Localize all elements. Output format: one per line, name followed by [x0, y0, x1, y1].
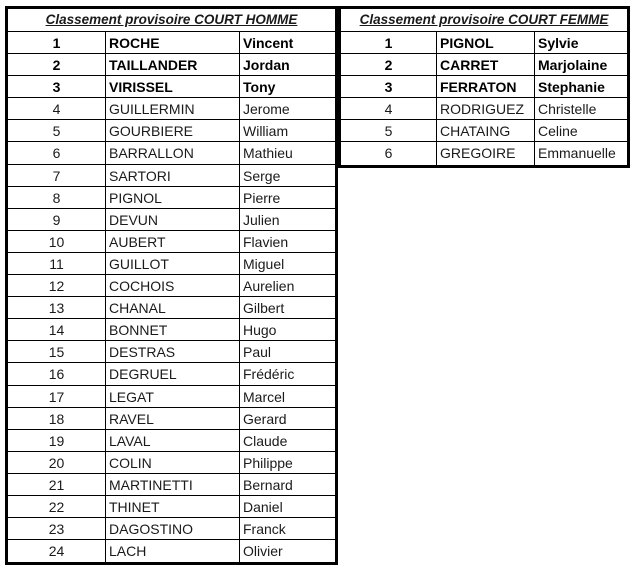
table-row	[341, 98, 627, 120]
rank-cell: 13	[48, 300, 65, 317]
first-name-cell: Serge	[239, 165, 335, 186]
last-name-cell: PIGNOL	[105, 187, 239, 208]
last-name-cell: GOURBIERE	[105, 120, 239, 141]
rank-cell: 23	[48, 521, 65, 538]
first-name-cell: Stephanie	[534, 76, 627, 97]
first-name-cell: Tony	[239, 76, 335, 97]
rank-cell: 21	[48, 476, 65, 493]
last-name-cell: THINET	[105, 496, 239, 517]
last-name-cell: GUILLERMIN	[105, 98, 239, 119]
rank-cell: 11	[49, 255, 64, 272]
rank-cell: 17	[48, 388, 65, 405]
first-name-cell: Marcel	[239, 386, 335, 407]
first-name-cell: Sylvie	[534, 32, 627, 53]
last-name-cell: RODRIGUEZ	[436, 98, 534, 119]
table-row	[8, 386, 335, 408]
last-name-cell: LEGAT	[105, 386, 239, 407]
women-ranking-table	[338, 6, 630, 168]
rank-cell: 16	[48, 366, 65, 383]
table-row	[8, 32, 335, 54]
table-row	[8, 120, 335, 142]
rank-cell: 4	[384, 101, 393, 118]
rank-cell: 10	[48, 233, 65, 250]
last-name-cell: DEVUN	[105, 209, 239, 230]
first-name-cell: Gilbert	[239, 297, 335, 318]
first-name-cell: Celine	[534, 120, 627, 141]
men-ranking-table	[5, 6, 338, 565]
last-name-cell: TAILLANDER	[105, 54, 239, 75]
table-row	[8, 408, 335, 430]
rank-cell: 19	[48, 432, 65, 449]
first-name-cell: Daniel	[239, 496, 335, 517]
table-row	[8, 496, 335, 518]
last-name-cell: DESTRAS	[105, 341, 239, 362]
rank-cell: 2	[384, 57, 393, 74]
rank-cell: 4	[52, 101, 61, 118]
rank-cell: 9	[52, 211, 61, 228]
table-row	[8, 253, 335, 275]
last-name-cell: GUILLOT	[105, 253, 239, 274]
last-name-cell: CARRET	[436, 54, 534, 75]
first-name-cell: Mathieu	[239, 142, 335, 163]
table-row	[8, 319, 335, 341]
table-row	[8, 54, 335, 76]
first-name-cell: Flavien	[239, 231, 335, 252]
table-row	[341, 76, 627, 98]
last-name-cell: GREGOIRE	[436, 142, 534, 164]
first-name-cell: Julien	[239, 209, 335, 230]
rank-cell: 1	[52, 35, 61, 51]
last-name-cell: RAVEL	[105, 408, 239, 429]
first-name-cell: Jordan	[239, 54, 335, 75]
table-row	[8, 165, 335, 187]
first-name-cell: Aurelien	[239, 275, 335, 296]
rank-cell: 22	[48, 498, 65, 515]
first-name-cell: Paul	[239, 341, 335, 362]
table-row	[8, 363, 335, 385]
rank-cell: 2	[52, 57, 61, 74]
table-row	[8, 540, 335, 562]
rank-cell: 8	[52, 189, 61, 206]
first-name-cell: Pierre	[239, 187, 335, 208]
table-row	[8, 452, 335, 474]
last-name-cell: DAGOSTINO	[105, 518, 239, 539]
table-row	[8, 518, 335, 540]
first-name-cell: Hugo	[239, 319, 335, 340]
last-name-cell: MARTINETTI	[105, 474, 239, 495]
rank-cell: 7	[52, 167, 61, 184]
table-row	[8, 98, 335, 120]
women-rows	[341, 32, 627, 165]
first-name-cell: Marjolaine	[534, 54, 627, 75]
table-row	[8, 341, 335, 363]
table-row	[8, 142, 335, 164]
last-name-cell: CHANAL	[105, 297, 239, 318]
rank-cell: 24	[48, 543, 65, 560]
first-name-cell: Emmanuelle	[534, 142, 627, 164]
men-table-title: Classement provisoire COURT HOMME	[8, 9, 335, 32]
first-name-cell: Frédéric	[239, 363, 335, 384]
table-row	[8, 76, 335, 98]
table-row	[8, 297, 335, 319]
first-name-cell: Philippe	[239, 452, 335, 473]
first-name-cell: Claude	[239, 430, 335, 451]
last-name-cell: AUBERT	[105, 231, 239, 252]
table-row	[8, 474, 335, 496]
first-name-cell: Gerard	[239, 408, 335, 429]
last-name-cell: VIRISSEL	[105, 76, 239, 97]
table-row	[8, 275, 335, 297]
table-row	[8, 209, 335, 231]
last-name-cell: COCHOIS	[105, 275, 239, 296]
table-row	[8, 231, 335, 253]
rank-cell: 5	[384, 123, 393, 140]
first-name-cell: William	[239, 120, 335, 141]
last-name-cell: SARTORI	[105, 165, 239, 186]
last-name-cell: PIGNOL	[436, 32, 534, 53]
rank-cell: 3	[52, 79, 61, 96]
rank-cell: 14	[48, 322, 65, 339]
table-row	[341, 120, 627, 142]
rank-cell: 3	[384, 79, 393, 96]
first-name-cell: Vincent	[239, 32, 335, 53]
last-name-cell: CHATAING	[436, 120, 534, 141]
rank-cell: 5	[52, 123, 61, 140]
table-row	[341, 32, 627, 54]
last-name-cell: COLIN	[105, 452, 239, 473]
table-row	[341, 142, 627, 164]
table-row	[8, 187, 335, 209]
rank-cell: 6	[52, 145, 61, 162]
last-name-cell: LACH	[105, 540, 239, 562]
first-name-cell: Olivier	[239, 540, 335, 562]
last-name-cell: BONNET	[105, 319, 239, 340]
last-name-cell: ROCHE	[105, 32, 239, 53]
table-row	[8, 430, 335, 452]
women-table-title: Classement provisoire COURT FEMME	[341, 9, 627, 32]
last-name-cell: BARRALLON	[105, 142, 239, 163]
first-name-cell: Bernard	[239, 474, 335, 495]
last-name-cell: LAVAL	[105, 430, 239, 451]
first-name-cell: Jerome	[239, 98, 335, 119]
rank-cell: 15	[48, 344, 65, 361]
first-name-cell: Miguel	[239, 253, 335, 274]
rank-cell: 6	[384, 145, 393, 162]
rank-cell: 18	[48, 410, 65, 427]
first-name-cell: Christelle	[534, 98, 627, 119]
last-name-cell: DEGRUEL	[105, 363, 239, 384]
rank-cell: 1	[384, 35, 393, 51]
rank-cell: 20	[48, 454, 65, 471]
table-row	[341, 54, 627, 76]
last-name-cell: FERRATON	[436, 76, 534, 97]
rank-cell: 12	[48, 278, 65, 295]
men-rows	[8, 32, 335, 562]
first-name-cell: Franck	[239, 518, 335, 539]
